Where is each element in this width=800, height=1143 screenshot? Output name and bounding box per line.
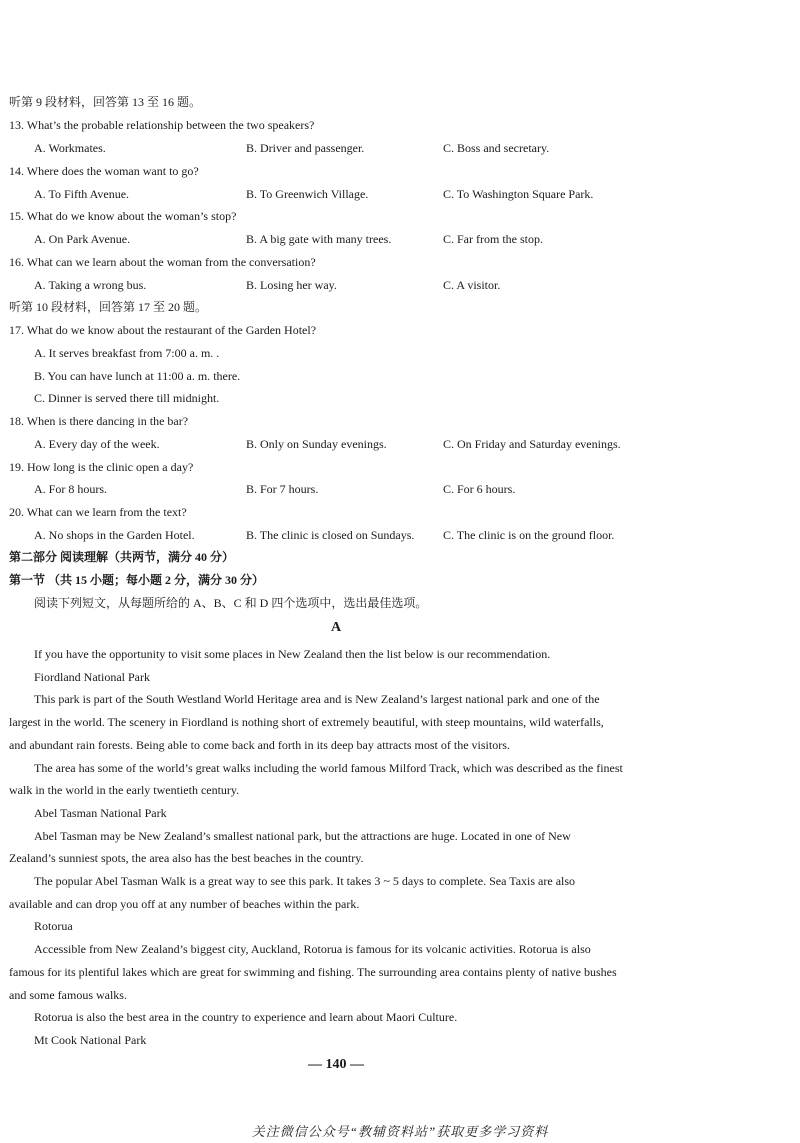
- passage-line: available and can drop you off at any number of beaches within the park.: [9, 897, 360, 911]
- page-number: — 140 —: [308, 1057, 364, 1072]
- q19-option-b: B. For 7 hours.: [246, 482, 319, 496]
- reading-section-title: 第一节 （共 15 小题；每小题 2 分，满分 30 分）: [9, 573, 265, 587]
- question-18: 18. When is there dancing in the bar?: [9, 414, 189, 428]
- q13-option-b: B. Driver and passenger.: [246, 141, 365, 155]
- footer-note: 关注微信公众号“教辅资料站”获取更多学习资料: [251, 1124, 549, 1139]
- passage-line: Fiordland National Park: [34, 670, 150, 684]
- q16-option-c: C. A visitor.: [443, 278, 501, 292]
- q19-option-c: C. For 6 hours.: [443, 482, 516, 496]
- question-14: 14. Where does the woman want to go?: [9, 164, 199, 178]
- q18-option-b: B. Only on Sunday evenings.: [246, 437, 387, 451]
- question-16: 16. What can we learn about the woman from the conversation?: [9, 255, 316, 269]
- reading-part-title: 第二部分 阅读理解（共两节，满分 40 分）: [9, 550, 235, 564]
- question-17: 17. What do we know about the restaurant of the Garden Hotel?: [9, 323, 317, 337]
- q13-option-a: A. Workmates.: [34, 141, 106, 155]
- q20-option-b: B. The clinic is closed on Sundays.: [246, 528, 415, 542]
- q17-option-b: B. You can have lunch at 11:00 a. m. there.: [34, 369, 241, 383]
- passage-line: walk in the world in the early twentieth century.: [9, 783, 240, 797]
- q14-option-a: A. To Fifth Avenue.: [34, 187, 130, 201]
- question-13: 13. What’s the probable relationship between the two speakers?: [9, 118, 315, 132]
- q18-option-a: A. Every day of the week.: [34, 437, 160, 451]
- q15-option-c: C. Far from the stop.: [443, 232, 543, 246]
- q14-option-b: B. To Greenwich Village.: [246, 187, 369, 201]
- question-20: 20. What can we learn from the text?: [9, 505, 187, 519]
- q17-option-c: C. Dinner is served there till midnight.: [34, 391, 220, 405]
- q19-option-a: A. For 8 hours.: [34, 482, 108, 496]
- passage-line: and abundant rain forests. Being able to come back and forth in its deep bay attracts most of the visitors.: [9, 738, 510, 752]
- passage-line: famous for its plentiful lakes which are great for swimming and fishing. The surrounding area contains plenty of native bushes: [9, 965, 617, 979]
- passage-line: Abel Tasman National Park: [34, 806, 167, 820]
- q13-option-c: C. Boss and secretary.: [443, 141, 550, 155]
- listening-intro-10: 听第 10 段材料，回答第 17 至 20 题。: [9, 300, 208, 314]
- reading-instructions: 阅读下列短文，从每题所给的 A、B、C 和 D 四个选项中，选出最佳选项。: [34, 596, 428, 610]
- passage-label: A: [330, 620, 342, 635]
- q16-option-a: A. Taking a wrong bus.: [34, 278, 147, 292]
- passage-line: Rotorua: [34, 919, 73, 933]
- passage-line: If you have the opportunity to visit some places in New Zealand then the list below is our recommendation.: [34, 647, 551, 661]
- q18-option-c: C. On Friday and Saturday evenings.: [443, 437, 621, 451]
- passage-line: Abel Tasman may be New Zealand’s smallest national park, but the attractions are huge. Located in one of New: [34, 829, 571, 843]
- question-19: 19. How long is the clinic open a day?: [9, 460, 194, 474]
- passage-line: Mt Cook National Park: [34, 1033, 147, 1047]
- passage-line: largest in the world. The scenery in Fiordland is nothing short of extremely beautiful, with steep mountains, wild waterfalls,: [9, 715, 604, 729]
- q15-option-b: B. A big gate with many trees.: [246, 232, 392, 246]
- q16-option-b: B. Losing her way.: [246, 278, 337, 292]
- passage-line: The popular Abel Tasman Walk is a great way to see this park. It takes 3 ~ 5 days to complete. Sea Taxis are also: [34, 874, 576, 888]
- passage-line: Zealand’s sunniest spots, the area also has the best beaches in the country.: [9, 851, 364, 865]
- question-15: 15. What do we know about the woman’s stop?: [9, 209, 237, 223]
- q20-option-a: A. No shops in the Garden Hotel.: [34, 528, 195, 542]
- passage-line: Accessible from New Zealand’s biggest city, Auckland, Rotorua is famous for its volcanic activities. Rotorua is also: [34, 942, 591, 956]
- passage-line: This park is part of the South Westland World Heritage area and is New Zealand’s largest national park and one of the: [34, 692, 600, 706]
- listening-intro-9: 听第 9 段材料，回答第 13 至 16 题。: [9, 95, 202, 109]
- q20-option-c: C. The clinic is on the ground floor.: [443, 528, 615, 542]
- passage-line: The area has some of the world’s great walks including the world famous Milford Track, which was described as the finest: [34, 761, 623, 775]
- q15-option-a: A. On Park Avenue.: [34, 232, 131, 246]
- q17-option-a: A. It serves breakfast from 7:00 a. m. .: [34, 346, 220, 360]
- q14-option-c: C. To Washington Square Park.: [443, 187, 594, 201]
- passage-line: and some famous walks.: [9, 988, 127, 1002]
- passage-line: Rotorua is also the best area in the country to experience and learn about Maori Culture.: [34, 1010, 458, 1024]
